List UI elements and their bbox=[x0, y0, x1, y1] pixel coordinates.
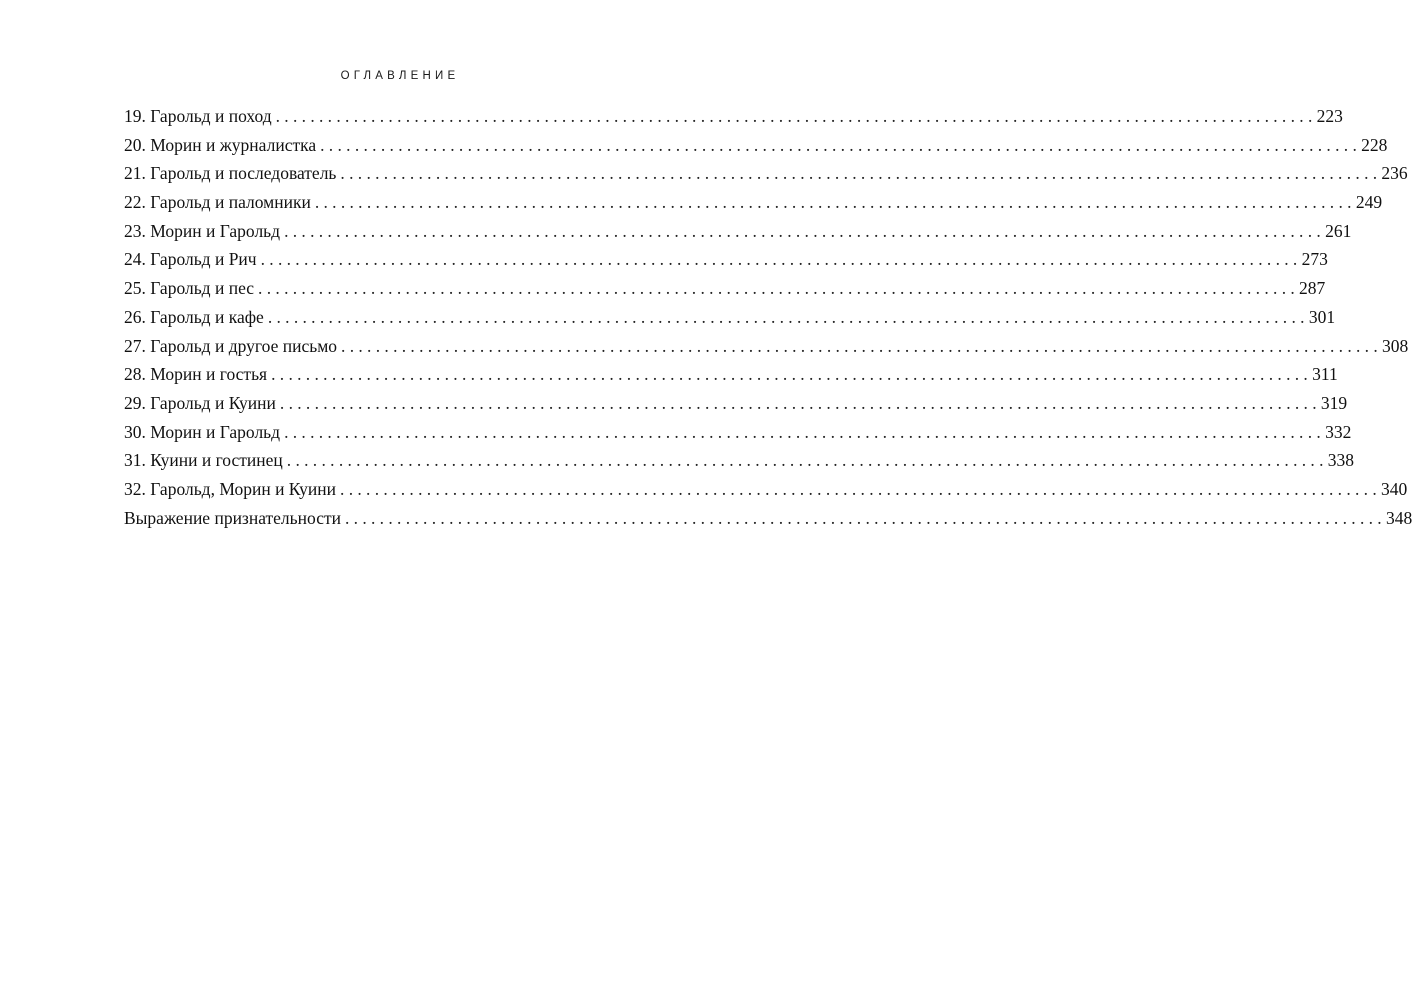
toc-entry-title: 28. Морин и гостья bbox=[124, 364, 268, 385]
toc-entry-page: 338 bbox=[1327, 450, 1355, 471]
toc-entry-page: 340 bbox=[1381, 478, 1408, 499]
toc-entry-page: 273 bbox=[1301, 249, 1328, 270]
toc-entry-title: Выражение признательности bbox=[124, 507, 341, 528]
toc-entry-page: 249 bbox=[1355, 192, 1383, 213]
toc-entry-title: 25. Гарольд и пес bbox=[124, 278, 255, 299]
toc-entry-page: 228 bbox=[1361, 134, 1388, 155]
toc-entry-title: 20. Морин и журналистка bbox=[124, 134, 317, 155]
toc-leader-dots: ........................................................................................................................ bbox=[279, 392, 1321, 413]
toc-entry-title: 29. Гарольд и Куини bbox=[124, 392, 276, 413]
toc-entry bbox=[124, 392, 1348, 422]
toc-leader-dots: ........................................................................................................................ bbox=[320, 134, 1362, 155]
toc-leader-dots: ........................................................................................................................ bbox=[344, 507, 1386, 528]
toc-entry bbox=[124, 450, 1355, 479]
toc-leader-dots: ........................................................................................................................ bbox=[340, 478, 1382, 499]
toc-entry-title: 21. Гарольд и последователь bbox=[124, 163, 337, 184]
toc-entry bbox=[124, 220, 1352, 250]
toc-leader-dots: ........................................................................................................................ bbox=[284, 220, 1326, 241]
toc-entry-title: 22. Гарольд и паломники bbox=[124, 192, 311, 213]
toc-leader-dots: ........................................................................................................................ bbox=[271, 364, 1313, 385]
toc-entry-page: 301 bbox=[1308, 306, 1336, 327]
toc-heading: ОГЛАВЛЕНИЕ bbox=[340, 70, 460, 82]
toc-entry bbox=[124, 192, 1383, 221]
toc-entry bbox=[124, 364, 1338, 393]
toc-entry-page: 311 bbox=[1312, 364, 1338, 385]
toc-entry-page: 308 bbox=[1382, 335, 1409, 356]
toc-entry-title: 27. Гарольд и другое письмо bbox=[124, 335, 338, 356]
toc-entry-page: 223 bbox=[1316, 106, 1343, 126]
toc-entry bbox=[124, 507, 1412, 537]
table-of-contents bbox=[124, 106, 1412, 536]
toc-entry-page: 287 bbox=[1299, 278, 1326, 299]
toc-entry bbox=[124, 478, 1408, 508]
toc-entry bbox=[124, 134, 1388, 164]
toc-entry-title: 19. Гарольд и поход bbox=[124, 106, 272, 126]
toc-entry-title: 32. Гарольд, Морин и Куини bbox=[124, 478, 337, 499]
toc-leader-dots: ........................................................................................................................ bbox=[341, 335, 1383, 356]
toc-entry-title: 30. Морин и Гарольд bbox=[124, 421, 281, 442]
toc-leader-dots: ........................................................................................................................ bbox=[258, 278, 1300, 299]
toc-entry bbox=[124, 106, 1343, 135]
toc-entry-page: 236 bbox=[1381, 163, 1408, 184]
toc-leader-dots: ........................................................................................................................ bbox=[260, 249, 1302, 270]
toc-entry-title: 24. Гарольд и Рич bbox=[124, 249, 257, 270]
toc-entry-page: 261 bbox=[1325, 220, 1352, 241]
toc-entry bbox=[124, 421, 1352, 451]
toc-leader-dots: ........................................................................................................................ bbox=[314, 192, 1356, 213]
toc-entry-page: 319 bbox=[1320, 392, 1348, 413]
toc-entry-page: 332 bbox=[1325, 421, 1352, 442]
toc-entry bbox=[124, 163, 1408, 192]
toc-leader-dots: ........................................................................................................................ bbox=[284, 421, 1326, 442]
toc-entry-title: 26. Гарольд и кафе bbox=[124, 306, 264, 327]
toc-leader-dots: ........................................................................................................................ bbox=[286, 450, 1328, 471]
toc-entry-page: 348 bbox=[1385, 507, 1412, 528]
toc-entry bbox=[124, 306, 1336, 336]
toc-entry-title: 31. Куини и гостинец bbox=[124, 450, 283, 471]
toc-entry bbox=[124, 335, 1409, 365]
toc-leader-dots: ........................................................................................................................ bbox=[275, 106, 1317, 126]
toc-entry-title: 23. Морин и Гарольд bbox=[124, 220, 281, 241]
toc-leader-dots: ........................................................................................................................ bbox=[340, 163, 1382, 184]
toc-leader-dots: ........................................................................................................................ bbox=[267, 306, 1309, 327]
toc-entry bbox=[124, 249, 1328, 278]
toc-entry bbox=[124, 278, 1326, 307]
